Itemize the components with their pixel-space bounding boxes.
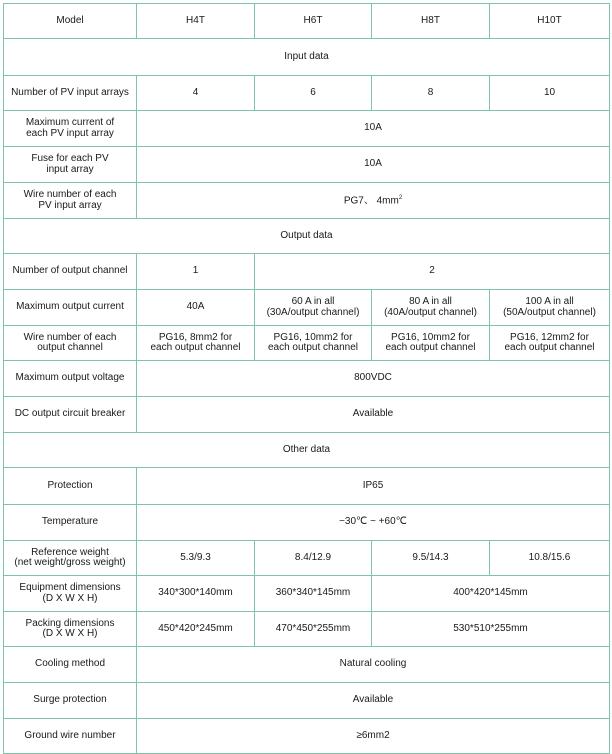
cell: 360*340*145mm (255, 576, 372, 612)
cell: 80 A in all (40A/output channel) (372, 290, 490, 326)
table-row (4, 612, 610, 647)
table-row (4, 541, 610, 576)
model-h4t: H4T (137, 4, 255, 39)
table-row (4, 647, 610, 683)
table-row (4, 76, 610, 111)
section-other: Other data (4, 433, 610, 468)
row-label: Temperature (4, 505, 137, 541)
header-row (4, 4, 610, 39)
table-row (4, 397, 610, 433)
cell: 8.4/12.9 (255, 541, 372, 576)
row-label: Packing dimensions (D X W X H) (4, 612, 137, 647)
row-label: DC output circuit breaker (4, 397, 137, 433)
model-h10t: H10T (490, 4, 610, 39)
row-label: Wire number of each PV input array (4, 183, 137, 219)
model-h8t: H8T (372, 4, 490, 39)
cell-wire-pv (137, 183, 610, 219)
spec-table (3, 3, 610, 754)
cell: 470*450*255mm (255, 612, 372, 647)
cell: 340*300*140mm (137, 576, 255, 612)
cell: 800VDC (137, 361, 610, 397)
cell: 40A (137, 290, 255, 326)
table-row (4, 290, 610, 326)
cell: 5.3/9.3 (137, 541, 255, 576)
cell: 1 (137, 254, 255, 290)
table-row (4, 576, 610, 612)
table-row (4, 111, 610, 147)
cell: 9.5/14.3 (372, 541, 490, 576)
table-row (4, 183, 610, 219)
cell: 10A (137, 147, 610, 183)
row-label: Number of output channel (4, 254, 137, 290)
header-label: Model (4, 4, 137, 39)
table-row (4, 254, 610, 290)
cell: 100 A in all (50A/output channel) (490, 290, 610, 326)
section-row (4, 219, 610, 254)
cell: PG16, 12mm2 for each output channel (490, 326, 610, 361)
row-label: Maximum current of each PV input array (4, 111, 137, 147)
table-row (4, 468, 610, 505)
row-label: Fuse for each PV input array (4, 147, 137, 183)
table-row (4, 326, 610, 361)
section-input: Input data (4, 39, 610, 76)
cell: Natural cooling (137, 647, 610, 683)
table-row (4, 683, 610, 719)
row-label: Reference weight (net weight/gross weight) (4, 541, 137, 576)
cell: PG16, 8mm2 for each output channel (137, 326, 255, 361)
section-output: Output data (4, 219, 610, 254)
row-label: Maximum output voltage (4, 361, 137, 397)
cell: IP65 (137, 468, 610, 505)
cell: 10.8/15.6 (490, 541, 610, 576)
cell: −30℃ ~ +60℃ (137, 505, 610, 541)
wire-pv-value: PG7、 4mm (343, 194, 399, 206)
row-label: Wire number of each output channel (4, 326, 137, 361)
row-label: Equipment dimensions (D X W X H) (4, 576, 137, 612)
cell: 400*420*145mm (372, 576, 610, 612)
cell: Available (137, 397, 610, 433)
cell: 4 (137, 76, 255, 111)
cell: 530*510*255mm (372, 612, 610, 647)
row-label: Maximum output current (4, 290, 137, 326)
table-row (4, 719, 610, 754)
cell: 8 (372, 76, 490, 111)
table-row (4, 505, 610, 541)
table-row (4, 147, 610, 183)
section-row (4, 39, 610, 76)
row-label: Cooling method (4, 647, 137, 683)
cell: PG16, 10mm2 for each output channel (372, 326, 490, 361)
table-row (4, 361, 610, 397)
cell: ≥6mm2 (137, 719, 610, 754)
cell: 10 (490, 76, 610, 111)
row-label: Number of PV input arrays (4, 76, 137, 111)
cell: Available (137, 683, 610, 719)
cell: 2 (255, 254, 610, 290)
section-row (4, 433, 610, 468)
row-label: Protection (4, 468, 137, 505)
model-h6t: H6T (255, 4, 372, 39)
wire-pv-superscript: 2 (398, 194, 403, 201)
cell: 6 (255, 76, 372, 111)
cell: 60 A in all (30A/output channel) (255, 290, 372, 326)
row-label: Surge protection (4, 683, 137, 719)
row-label: Ground wire number (4, 719, 137, 754)
cell: PG16, 10mm2 for each output channel (255, 326, 372, 361)
cell: 10A (137, 111, 610, 147)
cell: 450*420*245mm (137, 612, 255, 647)
